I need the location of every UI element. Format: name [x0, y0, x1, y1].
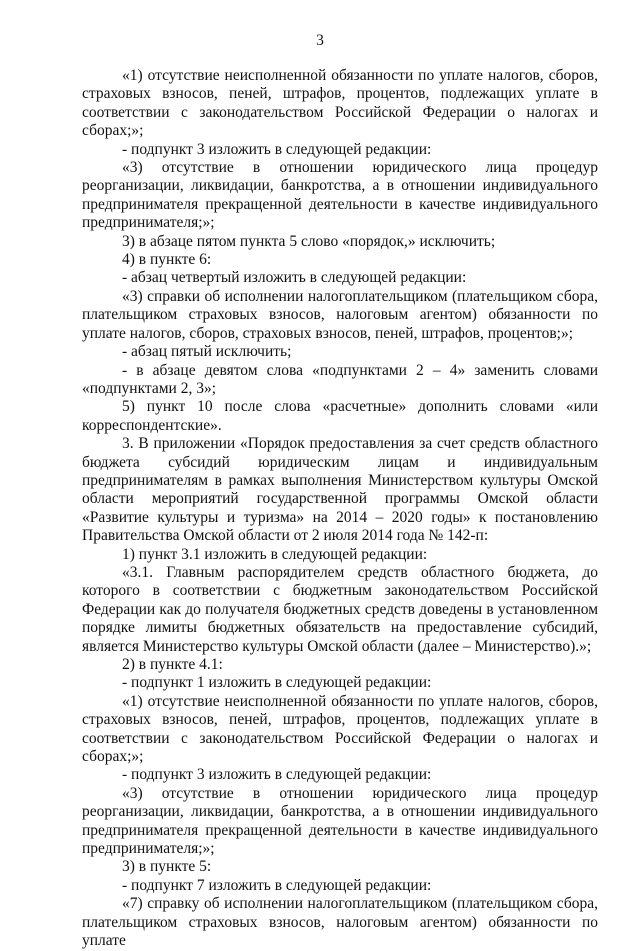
paragraph: 4) в пункте 6: [122, 251, 212, 269]
paragraph: 5) пункт 10 после слова «расчетные» дополнить словами «или корреспондентские». [82, 398, 598, 434]
document-body [82, 67, 598, 951]
paragraph: - подпункт 1 изложить в следующей редакции: [122, 674, 432, 692]
paragraph: «1) отсутствие неисполненной обязанности по уплате налогов, сборов, страховых взносов, пеней, штрафов, процентов, подлежащих уплате в соответствии с законодательством Российской Федерации о налогах и сборах;»; [82, 67, 598, 140]
paragraph: - подпункт 7 изложить в следующей редакции: [122, 876, 432, 894]
paragraph: «7) справку об исполнении налогоплательщиком (плательщиком сбора, плательщиком страховых взносов, налоговым агентом) обязанности по уплате [82, 895, 598, 950]
paragraph: 2) в пункте 4.1: [122, 656, 223, 673]
paragraph: - в абзаце девятом слова «подпунктами 2 – 4» заменить словами «подпунктами 2, 3»; [82, 361, 598, 397]
paragraph: «3) справки об исполнении налогоплательщиком (плательщиком сбора, плательщиком страховых взносов, налоговым агентом) обязанности по уплате налогов, сборов, страховых взносов, пеней, штрафов, процентов;»; [82, 287, 598, 342]
paragraph: - абзац четвертый изложить в следующей редакции: [122, 269, 467, 287]
paragraph: «3) отсутствие в отношении юридического лица процедур реорганизации, ликвидации, банкротства, а в отношении индивидуального предпринимателя прекращенной деятельности в качестве индивидуального предпринимателя;»; [82, 784, 598, 858]
paragraph: 3. В приложении «Порядок предоставления за счет средств областного бюджета субсидий юридическим лицам и индивидуальным предпринимателям в рамках выполнения Министерством культуры Омской области мероприятий государственной программы Омской области «Развитие культуры и туризма» на 2014 – 2020 годы» к постановлению Правительства Омской области от 2 июля 2014 года № 142-п: [82, 435, 598, 545]
paragraph: 1) пункт 3.1 изложить в следующей редакции: [122, 545, 428, 563]
paragraph: «1) отсутствие неисполненной обязанности по уплате налогов, сборов, страховых взносов, пеней, штрафов, процентов, подлежащих уплате в соответствии с законодательством Российской Федерации о налогах и сборах;»; [82, 692, 598, 766]
page-number: 3 [316, 32, 324, 49]
paragraph: «3) отсутствие в отношении юридического лица процедур реорганизации, ликвидации, банкротства, а в отношении индивидуального предпринимателя прекращенной деятельности в качестве индивидуального предпринимателя;»; [82, 159, 598, 232]
paragraph: 3) в пункте 5: [122, 858, 212, 876]
paragraph: «3.1. Главным распорядителем средств областного бюджета, до которого в соответствии с бюджетным законодательством Российской Федерации как до получателя бюджетных средств доведены в установленном порядке лимиты бюджетных обязательств на предоставление субсидий, является Министерство культуры Омской области (далее – Министерство).»; [82, 563, 598, 655]
paragraph: 3) в абзаце пятом пункта 5 слово «порядок,» исключить; [122, 232, 496, 250]
paragraph: - подпункт 3 изложить в следующей редакции: [122, 766, 432, 784]
paragraph: - абзац пятый исключить; [122, 343, 292, 361]
paragraph: - подпункт 3 изложить в следующей редакции: [122, 140, 432, 158]
